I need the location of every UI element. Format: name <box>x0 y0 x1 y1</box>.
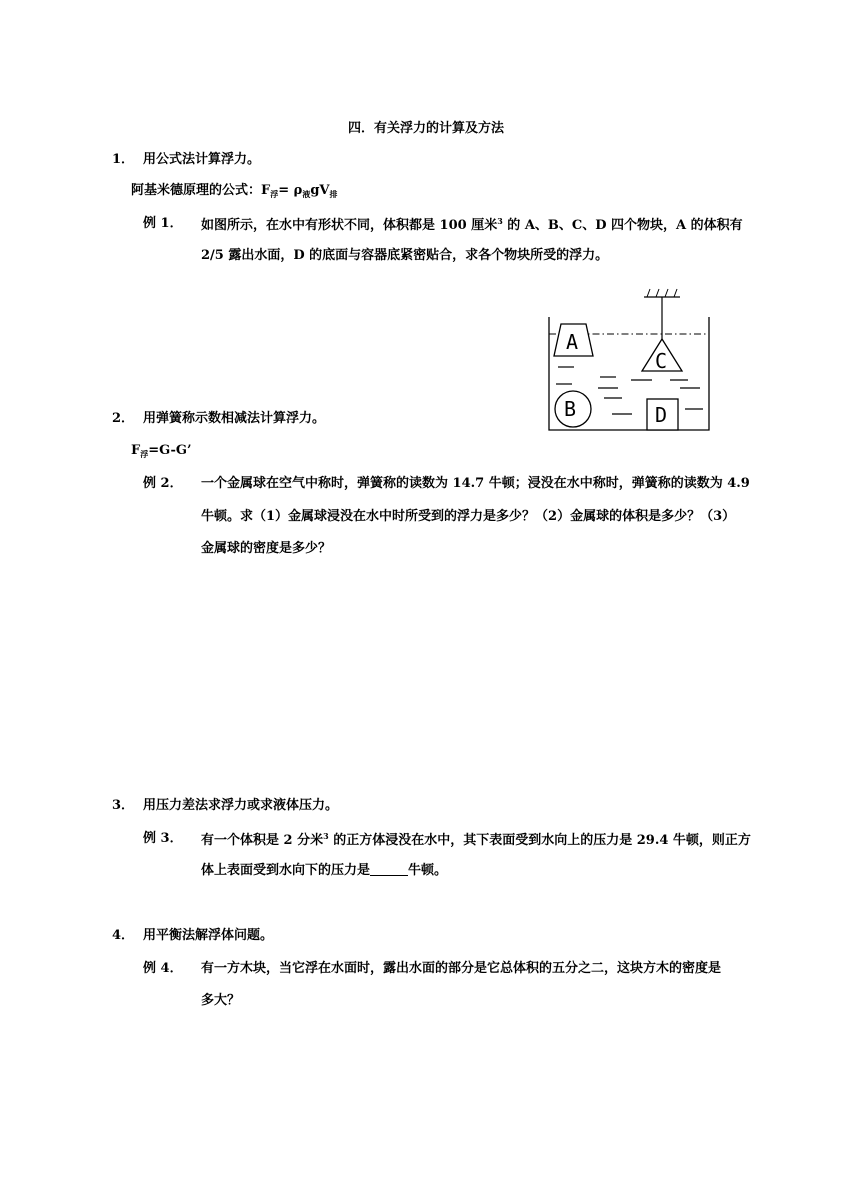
section-2-heading: 用弹簧称示数相减法计算浮力。 <box>143 411 326 426</box>
formula-eq: = ρ <box>278 183 303 198</box>
example-2-line-1: 一个金属球在空气中称时，弹簧称的读数为 14.7 牛顿；浸没在水中称时，弹簧称的读数为 4.9 <box>201 476 750 491</box>
example-2-label: 例 2． <box>143 476 183 491</box>
spring-formula-a: F <box>131 443 141 458</box>
example-2-line-3: 金属球的密度是多少？ <box>201 541 332 556</box>
example-3-line-1b: 的正方体浸没在水中，其下表面受到水向上的压力是 29.4 牛顿，则正方 <box>328 833 751 848</box>
formula-v-sub: 排 <box>329 189 338 199</box>
example-2-line-2: 牛顿。求（1）金属球浸没在水中时所受到的浮力是多少？（2）金属球的体积是多少？（3） <box>201 509 736 524</box>
section-4-number: 4． <box>112 928 135 943</box>
section-3-number: 3． <box>112 798 135 813</box>
spring-formula <box>131 444 192 458</box>
section-3-heading: 用压力差法求浮力或求液体压力。 <box>143 798 339 813</box>
example-3-sup: 3 <box>323 831 329 841</box>
figure-label-c: C <box>655 349 668 373</box>
example-1-sup: 3 <box>497 216 503 226</box>
formula-gv: gV <box>310 183 330 198</box>
example-3-label: 例 3． <box>143 831 183 846</box>
section-1-number: 1． <box>112 152 135 167</box>
example-3-line-1a: 有一个体积是 2 分米 <box>201 833 324 848</box>
page-title: 四．有关浮力的计算及方法 <box>348 121 505 136</box>
example-1-line-1b: 的 A、B、C、D 四个物块，A 的体积有 <box>502 218 743 233</box>
example-1-line-2: 2/5 露出水面，D 的底面与容器底紧密贴合，求各个物块所受的浮力。 <box>201 248 609 263</box>
section-2-number: 2． <box>112 411 135 426</box>
buoyancy-figure <box>540 284 720 436</box>
example-1-label: 例 1． <box>143 216 183 231</box>
spring-formula-b: =G-G’ <box>148 443 192 458</box>
example-1-line-1 <box>201 217 743 232</box>
figure-label-d: D <box>655 403 668 427</box>
answer-blank[interactable] <box>370 864 408 876</box>
figure-label-b: B <box>564 397 577 421</box>
figure-label-a: A <box>566 330 579 354</box>
spring-formula-sub: 浮 <box>140 449 149 459</box>
formula-f-sub: 浮 <box>270 189 279 199</box>
formula-rho-sub: 液 <box>302 189 311 199</box>
example-4-line-2: 多大？ <box>201 993 241 1008</box>
example-3-line-2a: 体上表面受到水向下的压力是 <box>201 863 371 878</box>
section-4-heading: 用平衡法解浮体问题。 <box>143 928 274 943</box>
section-1-heading: 用公式法计算浮力。 <box>143 152 261 167</box>
archimedes-formula <box>131 184 338 198</box>
example-3-line-1 <box>201 832 751 847</box>
example-3-line-2b: 牛顿。 <box>408 863 448 878</box>
formula-prefix: 阿基米德原理的公式：F <box>131 183 271 198</box>
example-3-line-2 <box>201 864 447 877</box>
example-4-line-1: 有一方木块，当它浮在水面时，露出水面的部分是它总体积的五分之二，这块方木的密度是 <box>201 961 722 976</box>
example-4-label: 例 4． <box>143 961 183 976</box>
example-1-line-1a: 如图所示，在水中有形状不同，体积都是 100 厘米 <box>201 218 498 233</box>
